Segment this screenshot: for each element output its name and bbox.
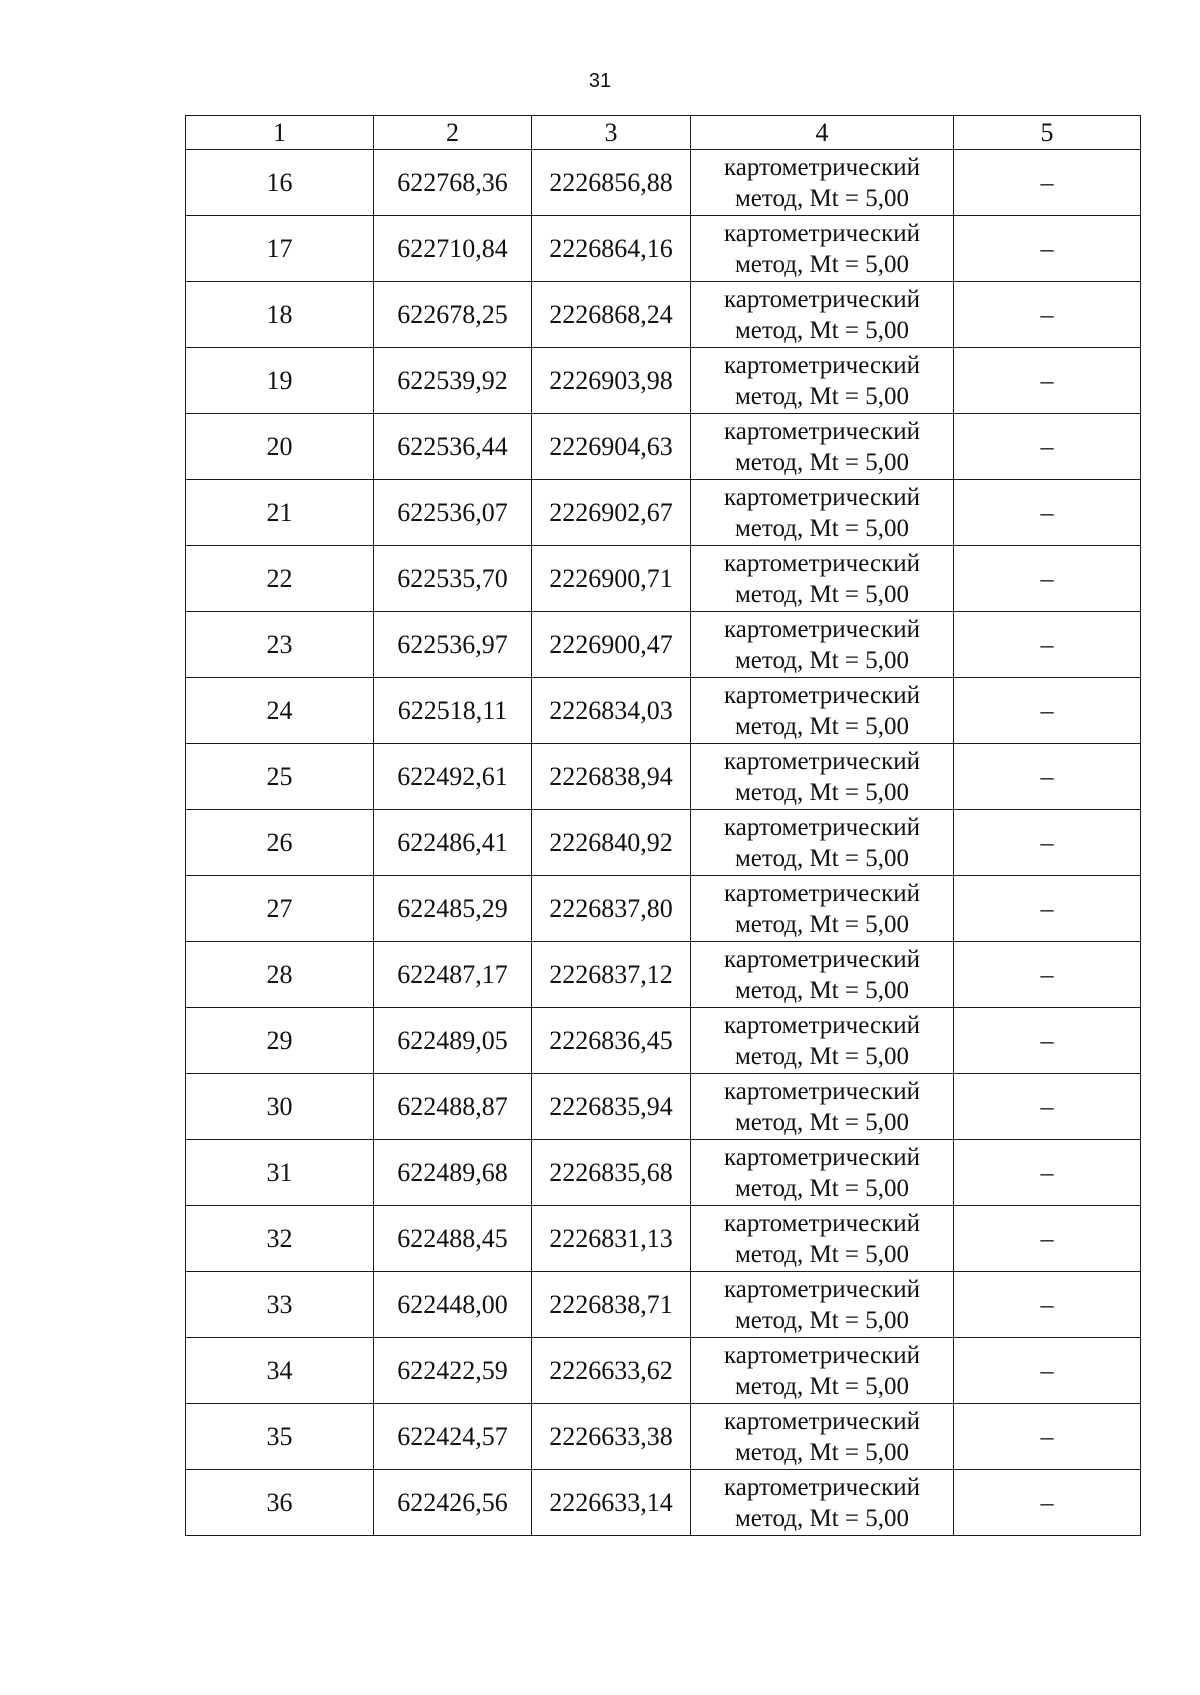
header-cell-3: 3 xyxy=(532,116,691,150)
table-row xyxy=(186,150,1141,216)
note-cell: – xyxy=(954,348,1141,414)
method-name: картометрический xyxy=(724,879,920,907)
table-row xyxy=(186,1074,1141,1140)
point-number-cell: 18 xyxy=(186,282,374,348)
x-coordinate-cell: 622518,11 xyxy=(374,678,532,744)
point-number-cell: 30 xyxy=(186,1074,374,1140)
method-cell xyxy=(691,348,954,414)
y-coordinate-cell: 2226840,92 xyxy=(532,810,691,876)
note-cell: – xyxy=(954,414,1141,480)
method-accuracy: метод, Mt = 5,00 xyxy=(734,1042,910,1070)
note-cell: – xyxy=(954,1470,1141,1536)
method-name: картометрический xyxy=(724,1473,920,1501)
method-accuracy: метод, Mt = 5,00 xyxy=(734,1174,910,1202)
header-row xyxy=(186,116,1141,150)
method-accuracy: метод, Mt = 5,00 xyxy=(734,514,910,542)
method-accuracy: метод, Mt = 5,00 xyxy=(734,580,910,608)
method-accuracy: метод, Mt = 5,00 xyxy=(734,316,910,344)
method-name: картометрический xyxy=(724,219,920,247)
method-name: картометрический xyxy=(724,615,920,643)
note-cell: – xyxy=(954,1272,1141,1338)
note-cell: – xyxy=(954,744,1141,810)
method-cell xyxy=(691,1272,954,1338)
method-name: картометрический xyxy=(724,1275,920,1303)
method-accuracy: метод, Mt = 5,00 xyxy=(734,382,910,410)
coordinates-table xyxy=(185,115,1141,1536)
note-cell: – xyxy=(954,150,1141,216)
point-number-cell: 23 xyxy=(186,612,374,678)
page-number: 31 xyxy=(588,70,612,92)
method-accuracy: метод, Mt = 5,00 xyxy=(734,844,910,872)
point-number-cell: 20 xyxy=(186,414,374,480)
method-accuracy: метод, Mt = 5,00 xyxy=(734,712,910,740)
x-coordinate-cell: 622678,25 xyxy=(374,282,532,348)
method-name: картометрический xyxy=(724,945,920,973)
point-number-cell: 21 xyxy=(186,480,374,546)
method-cell xyxy=(691,876,954,942)
method-accuracy: метод, Mt = 5,00 xyxy=(734,646,910,674)
x-coordinate-cell: 622492,61 xyxy=(374,744,532,810)
point-number-cell: 17 xyxy=(186,216,374,282)
header-cell-2: 2 xyxy=(374,116,532,150)
point-number-cell: 29 xyxy=(186,1008,374,1074)
y-coordinate-cell: 2226633,62 xyxy=(532,1338,691,1404)
table-row xyxy=(186,1470,1141,1536)
table-row xyxy=(186,1272,1141,1338)
y-coordinate-cell: 2226831,13 xyxy=(532,1206,691,1272)
table-row xyxy=(186,942,1141,1008)
point-number-cell: 32 xyxy=(186,1206,374,1272)
method-name: картометрический xyxy=(724,351,920,379)
point-number-cell: 25 xyxy=(186,744,374,810)
method-name: картометрический xyxy=(724,285,920,313)
y-coordinate-cell: 2226633,38 xyxy=(532,1404,691,1470)
method-cell xyxy=(691,1008,954,1074)
note-cell: – xyxy=(954,546,1141,612)
method-cell xyxy=(691,414,954,480)
y-coordinate-cell: 2226838,71 xyxy=(532,1272,691,1338)
x-coordinate-cell: 622536,44 xyxy=(374,414,532,480)
note-cell: – xyxy=(954,942,1141,1008)
table-row xyxy=(186,876,1141,942)
point-number-cell: 34 xyxy=(186,1338,374,1404)
note-cell: – xyxy=(954,216,1141,282)
y-coordinate-cell: 2226900,71 xyxy=(532,546,691,612)
y-coordinate-cell: 2226900,47 xyxy=(532,612,691,678)
y-coordinate-cell: 2226837,12 xyxy=(532,942,691,1008)
method-name: картометрический xyxy=(724,1407,920,1435)
note-cell: – xyxy=(954,876,1141,942)
note-cell: – xyxy=(954,282,1141,348)
note-cell: – xyxy=(954,1338,1141,1404)
point-number-cell: 22 xyxy=(186,546,374,612)
method-cell xyxy=(691,282,954,348)
method-accuracy: метод, Mt = 5,00 xyxy=(734,910,910,938)
method-cell xyxy=(691,1140,954,1206)
method-accuracy: метод, Mt = 5,00 xyxy=(734,1240,910,1268)
x-coordinate-cell: 622536,07 xyxy=(374,480,532,546)
point-number-cell: 35 xyxy=(186,1404,374,1470)
x-coordinate-cell: 622489,68 xyxy=(374,1140,532,1206)
method-name: картометрический xyxy=(724,549,920,577)
y-coordinate-cell: 2226834,03 xyxy=(532,678,691,744)
y-coordinate-cell: 2226864,16 xyxy=(532,216,691,282)
x-coordinate-cell: 622536,97 xyxy=(374,612,532,678)
table-row xyxy=(186,810,1141,876)
method-accuracy: метод, Mt = 5,00 xyxy=(734,1438,910,1466)
method-name: картометрический xyxy=(724,483,920,511)
note-cell: – xyxy=(954,1140,1141,1206)
table-row xyxy=(186,612,1141,678)
x-coordinate-cell: 622424,57 xyxy=(374,1404,532,1470)
point-number-cell: 31 xyxy=(186,1140,374,1206)
table-row xyxy=(186,1338,1141,1404)
method-cell xyxy=(691,612,954,678)
x-coordinate-cell: 622448,00 xyxy=(374,1272,532,1338)
method-cell xyxy=(691,546,954,612)
method-cell xyxy=(691,942,954,1008)
method-cell xyxy=(691,150,954,216)
table-row xyxy=(186,282,1141,348)
x-coordinate-cell: 622710,84 xyxy=(374,216,532,282)
method-accuracy: метод, Mt = 5,00 xyxy=(734,448,910,476)
point-number-cell: 27 xyxy=(186,876,374,942)
table-row xyxy=(186,348,1141,414)
point-number-cell: 36 xyxy=(186,1470,374,1536)
method-accuracy: метод, Mt = 5,00 xyxy=(734,1306,910,1334)
table-row xyxy=(186,1404,1141,1470)
table-row xyxy=(186,216,1141,282)
method-cell xyxy=(691,216,954,282)
method-accuracy: метод, Mt = 5,00 xyxy=(734,778,910,806)
table-row xyxy=(186,744,1141,810)
method-cell xyxy=(691,1206,954,1272)
x-coordinate-cell: 622486,41 xyxy=(374,810,532,876)
table-row xyxy=(186,480,1141,546)
method-accuracy: метод, Mt = 5,00 xyxy=(734,184,910,212)
header-cell-4: 4 xyxy=(691,116,954,150)
y-coordinate-cell: 2226904,63 xyxy=(532,414,691,480)
method-accuracy: метод, Mt = 5,00 xyxy=(734,1108,910,1136)
y-coordinate-cell: 2226837,80 xyxy=(532,876,691,942)
note-cell: – xyxy=(954,480,1141,546)
table-row xyxy=(186,678,1141,744)
method-name: картометрический xyxy=(724,747,920,775)
y-coordinate-cell: 2226633,14 xyxy=(532,1470,691,1536)
note-cell: – xyxy=(954,1008,1141,1074)
point-number-cell: 16 xyxy=(186,150,374,216)
point-number-cell: 19 xyxy=(186,348,374,414)
y-coordinate-cell: 2226836,45 xyxy=(532,1008,691,1074)
note-cell: – xyxy=(954,810,1141,876)
x-coordinate-cell: 622422,59 xyxy=(374,1338,532,1404)
point-number-cell: 33 xyxy=(186,1272,374,1338)
method-cell xyxy=(691,1338,954,1404)
note-cell: – xyxy=(954,1074,1141,1140)
y-coordinate-cell: 2226838,94 xyxy=(532,744,691,810)
method-cell xyxy=(691,678,954,744)
table-row xyxy=(186,546,1141,612)
header-cell-1: 1 xyxy=(186,116,374,150)
table-row xyxy=(186,1008,1141,1074)
y-coordinate-cell: 2226835,68 xyxy=(532,1140,691,1206)
method-name: картометрический xyxy=(724,1143,920,1171)
x-coordinate-cell: 622488,45 xyxy=(374,1206,532,1272)
header-cell-5: 5 xyxy=(954,116,1141,150)
note-cell: – xyxy=(954,678,1141,744)
method-accuracy: метод, Mt = 5,00 xyxy=(734,250,910,278)
method-cell xyxy=(691,480,954,546)
x-coordinate-cell: 622489,05 xyxy=(374,1008,532,1074)
method-name: картометрический xyxy=(724,417,920,445)
table-row xyxy=(186,1206,1141,1272)
method-cell xyxy=(691,1470,954,1536)
method-name: картометрический xyxy=(724,1011,920,1039)
x-coordinate-cell: 622488,87 xyxy=(374,1074,532,1140)
method-name: картометрический xyxy=(724,153,920,181)
method-cell xyxy=(691,1074,954,1140)
point-number-cell: 24 xyxy=(186,678,374,744)
method-cell xyxy=(691,1404,954,1470)
method-name: картометрический xyxy=(724,813,920,841)
x-coordinate-cell: 622487,17 xyxy=(374,942,532,1008)
note-cell: – xyxy=(954,1206,1141,1272)
method-name: картометрический xyxy=(724,1209,920,1237)
method-accuracy: метод, Mt = 5,00 xyxy=(734,1504,910,1532)
method-cell xyxy=(691,744,954,810)
y-coordinate-cell: 2226868,24 xyxy=(532,282,691,348)
point-number-cell: 28 xyxy=(186,942,374,1008)
method-cell xyxy=(691,810,954,876)
method-accuracy: метод, Mt = 5,00 xyxy=(734,1372,910,1400)
method-name: картометрический xyxy=(724,1341,920,1369)
y-coordinate-cell: 2226835,94 xyxy=(532,1074,691,1140)
y-coordinate-cell: 2226902,67 xyxy=(532,480,691,546)
y-coordinate-cell: 2226903,98 xyxy=(532,348,691,414)
point-number-cell: 26 xyxy=(186,810,374,876)
x-coordinate-cell: 622539,92 xyxy=(374,348,532,414)
note-cell: – xyxy=(954,1404,1141,1470)
note-cell: – xyxy=(954,612,1141,678)
x-coordinate-cell: 622535,70 xyxy=(374,546,532,612)
table-row xyxy=(186,414,1141,480)
x-coordinate-cell: 622485,29 xyxy=(374,876,532,942)
method-name: картометрический xyxy=(724,681,920,709)
y-coordinate-cell: 2226856,88 xyxy=(532,150,691,216)
table-body xyxy=(186,150,1141,1536)
table-header xyxy=(186,116,1141,150)
x-coordinate-cell: 622768,36 xyxy=(374,150,532,216)
x-coordinate-cell: 622426,56 xyxy=(374,1470,532,1536)
method-accuracy: метод, Mt = 5,00 xyxy=(734,976,910,1004)
table-row xyxy=(186,1140,1141,1206)
method-name: картометрический xyxy=(724,1077,920,1105)
